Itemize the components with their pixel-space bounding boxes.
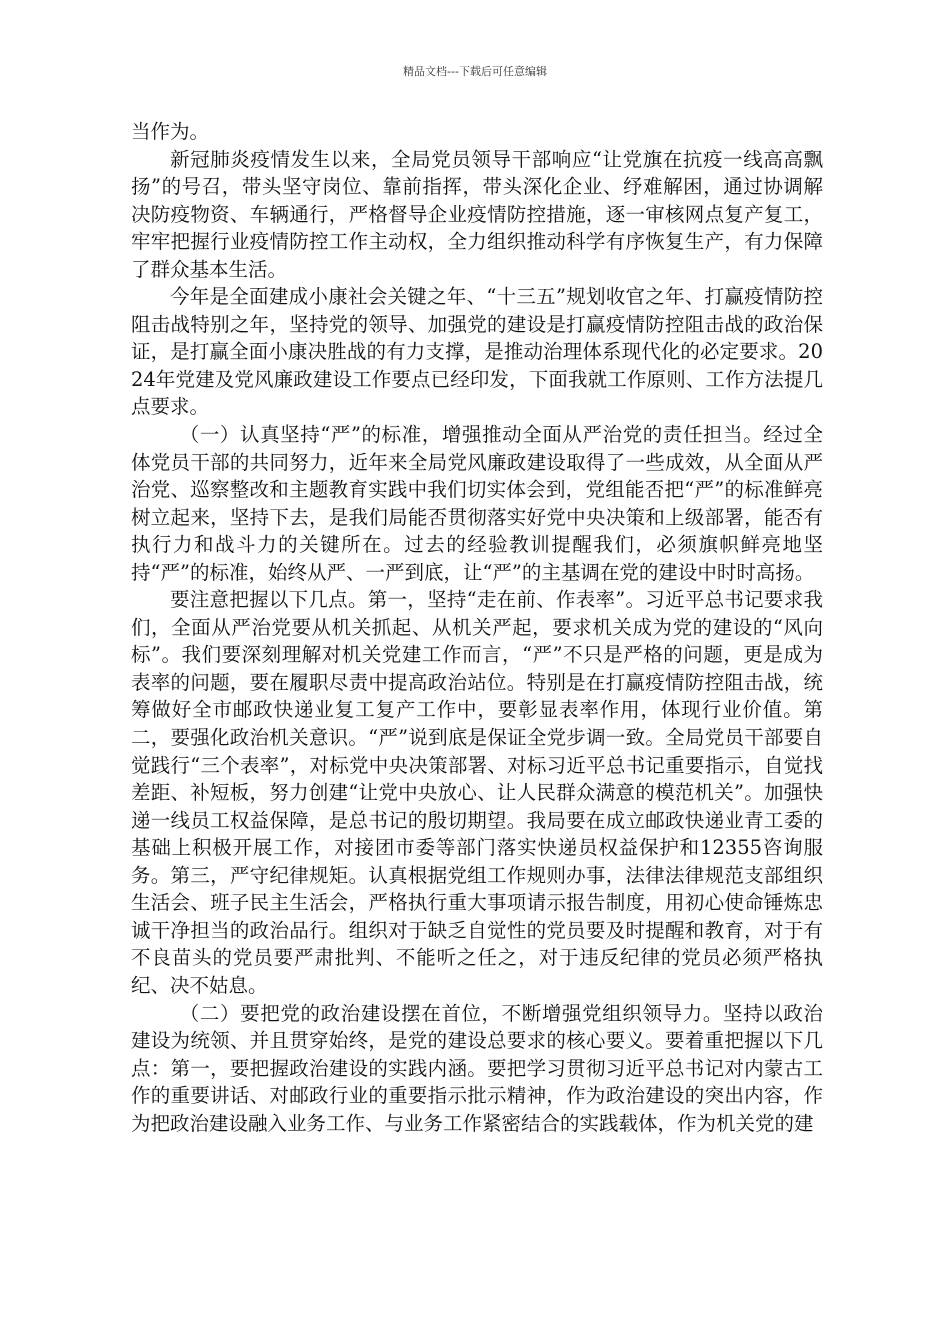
paragraph-key-points: 要注意把握以下几点。第一，坚持“走在前、作表率”。习近平总书记要求我们，全面从严治党要从机关抓起、从机关严起，要求机关成为党的建设的“风向标”。我们要深刻理解对机关党建工作而言，“严”不只是严格的问题，更是成为表率的问题，要在履职尽责中提高政治站位。特别是在打赢疫情防控阻击战，统筹做好全市邮政快递业复工复产工作中，要彰显表率作用，体现行业价值。第二，要强化政治机关意识。“严”说到底是保证全党步调一致。全局党员干部要自觉践行“三个表率”，对标党中央决策部署、对标习近平总书记重要指示，自觉找差距、补短板，努力创建“让党中央放心、让人民群众满意的模范机关”。加强快递一线员工权益保障，是总书记的殷切期望。我局要在成立邮政快递业青工委的基础上积极开展工作，对接团市委等部门落实快递员权益保护和12355咨询服务。第三，严守纪律规矩。认真根据党组工作规则办事，法律法律规范支部组织生活会、班子民主生活会，严格执行重大事项请示报告制度，用初心使命锤炼忠诚干净担当的政治品行。组织对于缺乏自觉性的党员要及时提醒和教育，对于有不良苗头的党员要严肃批判、不能听之任之，对于违反纪律的党员必须严格执纪、决不姑息。: [131, 588, 823, 997]
paragraph-year-overview: 今年是全面建成小康社会关键之年、“十三五”规划收官之年、打赢疫情防控阻击战特别之年，坚持党的领导、加强党的建设是打赢疫情防控阻击战的政治保证，是打赢全面小康决胜战的有力支撑，是推动治理体系现代化的必定要求。2024年党建及党风廉政建设工作要点已经印发，下面我就工作原则、工作方法提几点要求。: [131, 285, 823, 419]
document-body: [131, 118, 823, 1137]
page-header: 精品文档---下载后可任意编辑: [403, 65, 547, 78]
paragraph-section-one: （一）认真坚持“严”的标准，增强推动全面从严治党的责任担当。经过全体党员干部的共同努力，近年来全局党风廉政建设取得了一些成效，从全面从严治党、巡察整改和主题教育实践中我们切实体会到，党组能否把“严”的标准鲜亮树立起来，坚持下去，是我们局能否贯彻落实好党中央决策和上级部署，能否有执行力和战斗力的关键所在。过去的经验教训提醒我们，必须旗帜鲜亮地坚持“严”的标准，始终从严、一严到底，让“严”的主基调在党的建设中时时高扬。: [131, 423, 823, 584]
paragraph-continuation: 当作为。: [131, 120, 210, 143]
paragraph-epidemic-response: 新冠肺炎疫情发生以来，全局党员领导干部响应“让党旗在抗疫一线高高飘扬”的号召，带头坚守岗位、靠前指挥，带头深化企业、纾难解困，通过协调解决防疫物资、车辆通行，严格督导企业疫情防控措施，逐一审核网点复产复工，牢牢把握行业疫情防控工作主动权，全力组织推动科学有序恢复生产，有力保障了群众基本生活。: [131, 147, 823, 281]
paragraph-section-two: （二）要把党的政治建设摆在首位，不断增强党组织领导力。坚持以政治建设为统领、并且贯穿始终，是党的建设总要求的核心要义。要着重把握以下几点：第一，要把握政治建设的实践内涵。要把学习贯彻习近平总书记对内蒙古工作的重要讲话、对邮政行业的重要指示批示精神，作为政治建设的突出内容，作为把政治建设融入业务工作、与业务工作紧密结合的实践载体，作为机关党的建: [131, 1001, 823, 1135]
